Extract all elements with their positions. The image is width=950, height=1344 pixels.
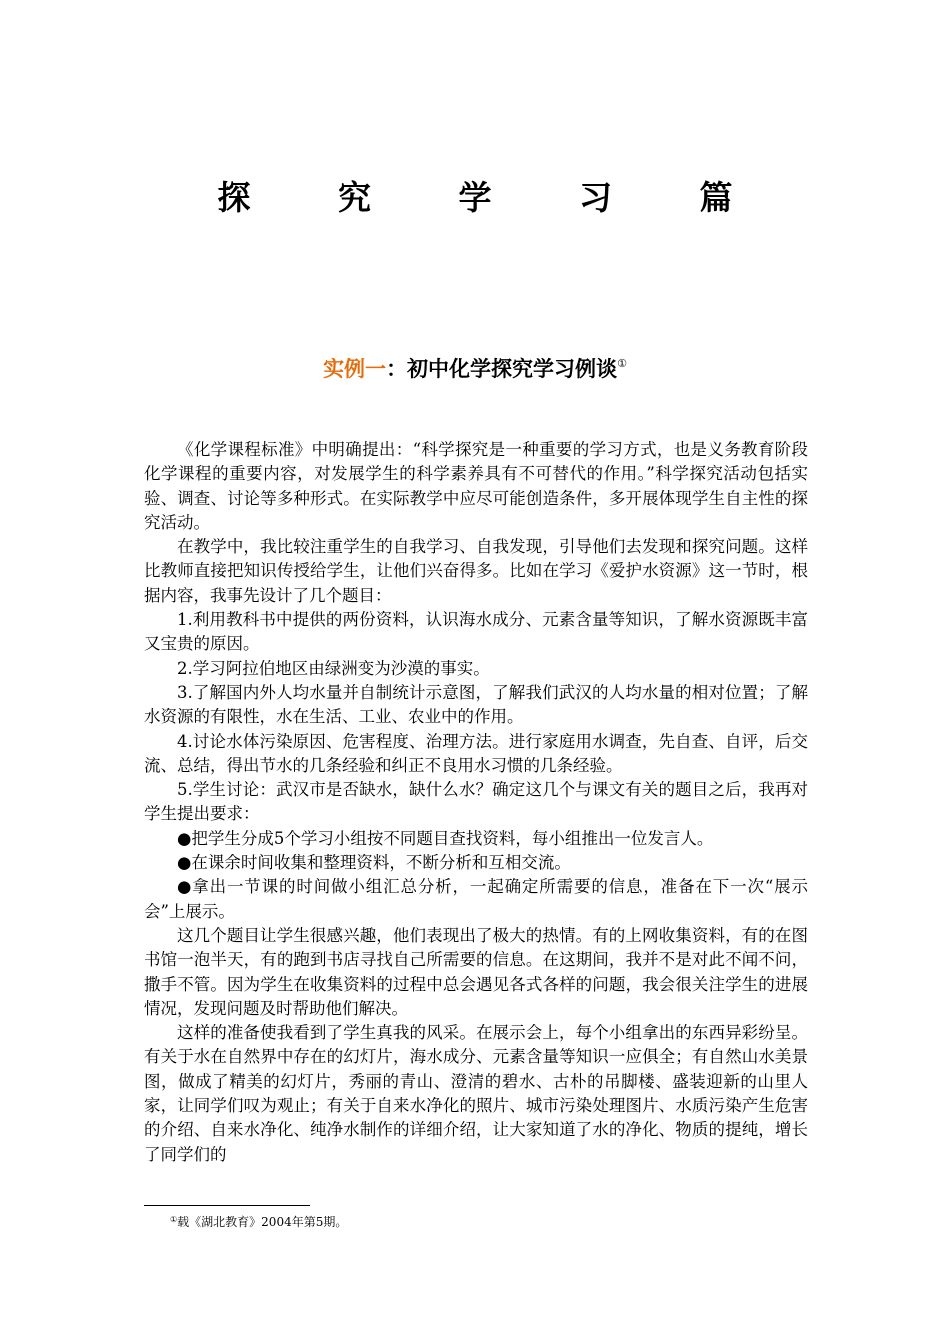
footnote-mark: ①: [170, 1215, 178, 1224]
list-item: 3.了解国内外人均水量并自制统计示意图，了解我们武汉的人均水量的相对位置；了解水资源的有限性，水在生活、工业、农业中的作用。: [144, 682, 808, 727]
article-body: [144, 438, 808, 1167]
article-heading: [0, 353, 950, 383]
paragraph: 在教学中，我比较注重学生的自我学习、自我发现，引导他们去发现和探究问题。这样比教师直接把知识传授给学生，让他们兴奋得多。比如在学习《爱护水资源》这一节时，根据内容，我事先设计了几个题目：: [144, 537, 808, 605]
footnote-reference: ①: [617, 357, 627, 370]
paragraph: 《化学课程标准》中明确提出：“科学探究是一种重要的学习方式，也是义务教育阶段化学课程的重要内容，对发展学生的科学素养具有不可替代的作用。”科学探究活动包括实验、调查、讨论等多种形式。在实际教学中应尽可能创造条件，多开展体现学生自主性的探究活动。: [144, 440, 808, 532]
paragraph: 这几个题目让学生很感兴趣，他们表现出了极大的热情。有的上网收集资料，有的在图书馆一泡半天，有的跑到书店寻找自己所需要的信息。在这期间，我并不是对此不闻不问，撒手不管。因为学生在收集资料的过程中总会遇见各式各样的问题，我会很关注学生的进展情况，发现问题及时帮助他们解决。: [144, 925, 808, 1018]
article-heading-prefix: 实例一: [323, 357, 387, 381]
footnote: [170, 1211, 347, 1231]
bullet-item: ●拿出一节课的时间做小组汇总分析，一起确定所需要的信息，准备在下一次“展示会”上展示。: [144, 877, 808, 921]
paragraph: 这样的准备使我看到了学生真我的风采。在展示会上，每个小组拿出的东西异彩纷呈。有关于水在自然界中存在的幻灯片，海水成分、元素含量等知识一应俱全；有自然山水美景图，做成了精美的幻灯片，秀丽的青山、澄清的碧水、古朴的吊脚楼、盛装迎新的山里人家，让同学们叹为观止；有关于自来水净化的照片、城市污染处理图片、水质污染产生危害的介绍、自来水净化、纯净水制作的详细介绍，让大家知道了水的净化、物质的提纯，增长了同学们的: [144, 1023, 808, 1164]
list-item: 5.学生讨论：武汉市是否缺水，缺什么水？确定这几个与课文有关的题目之后，我再对学生提出要求：: [144, 780, 808, 824]
bullet-item: ●把学生分成5个学习小组按不同题目查找资料，每小组推出一位发言人。: [177, 828, 714, 848]
list-item: 1.利用教科书中提供的两份资料，认识海水成分、元素含量等知识，了解水资源既丰富又宝贵的原因。: [144, 610, 808, 654]
footnote-divider: [144, 1205, 310, 1206]
bullet-item: ●在课余时间收集和整理资料，不断分析和互相交流。: [177, 853, 571, 873]
footnote-text: 载《湖北教育》2004年第5期。: [177, 1215, 348, 1229]
article-heading-text: ：初中化学探究学习例谈: [386, 357, 618, 381]
page-title: 探 究 学 习 篇: [217, 178, 771, 217]
list-item: 2.学习阿拉伯地区由绿洲变为沙漠的事实。: [177, 658, 490, 678]
list-item: 4.讨论水体污染原因、危害程度、治理方法。进行家庭用水调查，先自查、自评，后交流、总结，得出节水的几条经验和纠正不良用水习惯的几条经验。: [144, 731, 808, 775]
